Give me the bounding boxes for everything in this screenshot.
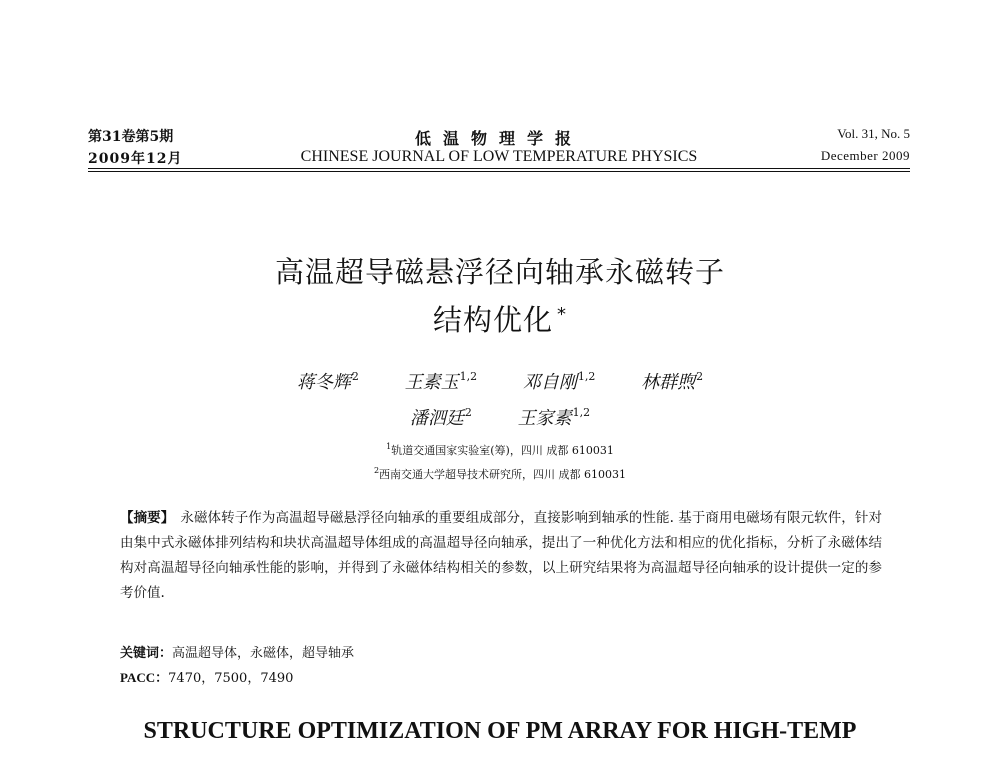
- volume-issue-en: Vol. 31, No. 5: [837, 126, 910, 141]
- paper-title-line2-text: 结构优化: [432, 303, 553, 337]
- affiliation-number: 1: [386, 442, 392, 451]
- author: [405, 368, 478, 394]
- english-title: STRUCTURE OPTIMIZATION OF PM ARRAY FOR HIGH-TEMP: [143, 718, 857, 744]
- abstract: [120, 506, 882, 606]
- author-name: 王素玉: [404, 372, 459, 393]
- author-affiliation: 1,2: [572, 406, 591, 419]
- author-name: 潘泗廷: [409, 408, 464, 429]
- pacc-text: 7470，7500，7490: [168, 671, 294, 686]
- author: [523, 368, 596, 394]
- header-rule-thin: [88, 171, 910, 172]
- author: [410, 404, 472, 430]
- author-affiliation: 1,2: [577, 370, 596, 383]
- affiliation-text: 轨道交通国家实验室(筹)，四川 成都 610031: [391, 444, 614, 457]
- keywords-text: 高温超导体，永磁体，超导轴承: [172, 646, 355, 661]
- keywords: [120, 642, 354, 661]
- abstract-label: 【摘要】: [120, 510, 175, 526]
- author-name: 王家素: [517, 408, 572, 429]
- journal-name-cn: 低温物理学报: [414, 129, 583, 148]
- author-list-row1: [0, 368, 1000, 394]
- journal-header: [88, 126, 910, 170]
- date-cn: 2009年12月: [88, 151, 183, 167]
- header-rule-thick: [88, 168, 910, 169]
- author-name: 林群煦: [641, 372, 696, 393]
- footnote-mark: *: [557, 304, 567, 325]
- author-name: 邓自刚: [522, 372, 577, 393]
- keywords-label: 关键词：: [120, 646, 173, 661]
- date-en: December 2009: [820, 148, 910, 163]
- author-name: 蒋冬辉: [296, 372, 351, 393]
- abstract-text: 永磁体转子作为高温超导磁悬浮径向轴承的重要组成部分，直接影响到轴承的性能. 基于商用电磁场有限元软件，针对由集中式永磁体排列结构和块状高温超导体组成的高温超导径向轴承，提出了一种优化方法和相应的优化指标，分析了永磁体结构对高温超导径向轴承性能的影响，并得到了永磁体结构相关的参数，以上研究结果将为高温超导径向轴承的设计提供一定的参考价值.: [120, 510, 882, 601]
- paper-title-line2: [0, 298, 1000, 339]
- author: [641, 368, 703, 394]
- author-affiliation: 2: [351, 370, 359, 383]
- affiliation-2: [0, 466, 1000, 482]
- journal-name-en: CHINESE JOURNAL OF LOW TEMPERATURE PHYSICS: [300, 148, 698, 165]
- volume-issue-cn: 第31卷第5期: [88, 129, 174, 145]
- affiliation-1: [0, 442, 1000, 458]
- author: [518, 404, 591, 430]
- author-list-row2: [0, 404, 1000, 430]
- author-affiliation: 1,2: [459, 370, 478, 383]
- affiliation-number: 2: [373, 466, 380, 475]
- author-affiliation: 2: [464, 406, 472, 419]
- affiliation-text: 西南交通大学超导技术研究所，四川 成都 610031: [379, 468, 627, 481]
- pacc-label: PACC：: [120, 670, 169, 685]
- paper-title-line1: 高温超导磁悬浮径向轴承永磁转子: [274, 255, 725, 289]
- author: [297, 368, 359, 394]
- author-affiliation: 2: [696, 370, 704, 383]
- pacc-codes: [120, 667, 293, 686]
